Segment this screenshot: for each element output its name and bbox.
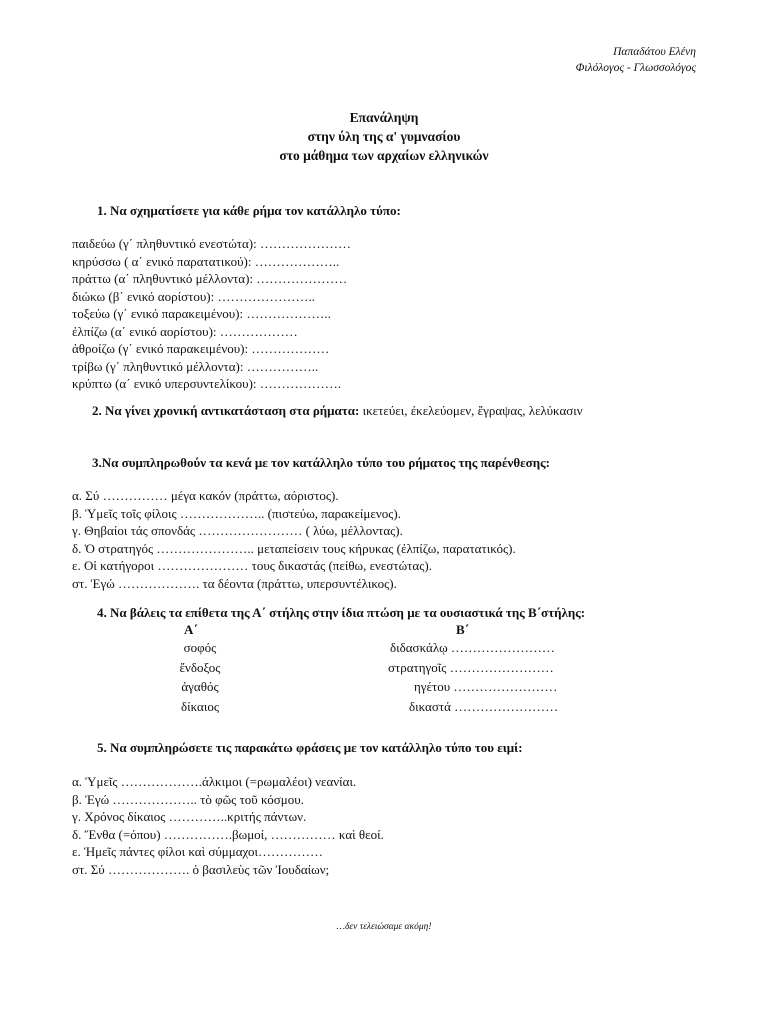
exercise-line: κρύπτω (α΄ ενικό υπερσυντελίκου): ……………….: [72, 376, 342, 391]
column-a-header: Α΄: [184, 622, 198, 637]
exercise-line: στ. Σύ ………………. ὁ βασιλεὺς τῶν Ἰουδαίων;: [72, 861, 330, 877]
exercise-line: γ. Θηβαίοι τάς σπονδάς …………………… ( λύω, μέλλοντας).: [72, 523, 403, 538]
section-3-exercise: [72, 487, 516, 592]
exercise-line: δ. Ἔνθα (=όπου) …………….βωμοί, …………… καὶ θεοί.: [72, 826, 384, 842]
column-b: [380, 638, 620, 716]
document-title: [0, 108, 768, 165]
section-4-heading: 4. Να βάλεις τα επίθετα της Α΄ στήλης στην ίδια πτώση με τα ουσιαστικά της Β΄στήλης:: [97, 605, 586, 620]
section-5-heading: 5. Να συμπληρώσετε τις παρακάτω φράσεις με τον κατάλληλο τύπο του ειμί:: [97, 740, 523, 755]
noun: ηγέτου ……………………: [414, 679, 558, 694]
exercise-line: α. Ὑμεῖς ……………….άλκιμοι (=ρωμαλέοι) νεανίαι.: [72, 774, 357, 789]
exercise-line: τρίβω (γ΄ πληθυντικό μέλλοντα): ……………..: [72, 358, 319, 374]
title-line: Επανάληψη: [349, 110, 419, 125]
exercise-line: α. Σύ …………… μέγα κακόν (πράττω, αόριστος).: [72, 488, 339, 503]
exercise-line: πράττω (α΄ πληθυντικό μέλλοντα): …………………: [72, 271, 348, 286]
section-2: [92, 403, 583, 419]
section-3-heading: 3.Να συμπληρωθούν τα κενά με τον κατάλληλο τύπο του ρήματος της παρένθεσης:: [92, 455, 550, 470]
title-line: στο μάθημα των αρχαίων ελληνικών: [279, 148, 489, 163]
noun: διδασκάλῳ ……………………: [390, 640, 555, 655]
noun: δικαστά ……………………: [409, 698, 559, 714]
exercise-line: διώκω (β΄ ενικό αορίστου): …………………..: [72, 288, 315, 304]
noun: στρατηγοῖς ……………………: [388, 659, 554, 675]
exercise-line: ἐλπίζω (α΄ ενικό αορίστου): ………………: [72, 323, 298, 339]
adjective: δίκαιος: [180, 698, 220, 714]
exercise-line: στ. Ἐγώ ………………. τα δέοντα (πράττω, υπερσυντέλικος).: [72, 575, 397, 591]
exercise-line: ε. Ἡμεῖς πάντες φίλοι καὶ σύμμαχοι……………: [72, 844, 324, 859]
exercise-line: ἀθροίζω (γ΄ ενικό παρακειμένου): ………………: [72, 341, 330, 356]
adjective: ἔνδοξος: [179, 659, 221, 675]
footer-note: …δεν τελειώσαμε ακόμη!: [336, 922, 432, 932]
exercise-line: β. Ὑμεῖς τοῖς φίλοις ……………….. (πιστεύω, παρακείμενος).: [72, 505, 401, 521]
exercise-line: γ. Χρόνος δίκαιος …………..κριτής πάντων.: [72, 809, 307, 824]
exercise-line: ε. Οἱ κατήγοροι ………………… τους δικαστάς (πείθω, ενεστώτας).: [72, 558, 432, 573]
section-5-exercise: [72, 773, 384, 878]
exercise-line: β. Ἐγώ ……………….. τὸ φῶς τοῦ κόσμου.: [72, 791, 304, 807]
exercise-line: τοξεύω (γ΄ ενικό παρακειμένου): ………………..: [72, 306, 331, 321]
author-name: Παπαδάτου Ελένη: [613, 46, 696, 58]
adjective: σοφός: [183, 640, 217, 655]
column-b-header: Β΄: [456, 622, 469, 637]
exercise-line: παιδεύω (γ΄ πληθυντικό ενεστώτα): …………………: [72, 236, 351, 251]
author-block: [576, 44, 696, 76]
exercise-line: κηρύσσω ( α΄ ενικό παρατατικού): ………………..: [72, 253, 340, 269]
author-role: Φιλόλογος - Γλωσσολόγος: [575, 62, 696, 74]
exercise-line: δ. Ὁ στρατηγός ………………….. μεταπείσειν τους κήρυκας (ἐλπίζω, παρατατικός).: [72, 540, 516, 556]
section-2-heading: 2. Να γίνει χρονική αντικατάσταση στα ρήματα:: [92, 403, 360, 418]
title-line: στην ύλη της α' γυμνασίου: [307, 129, 461, 144]
adjective: ἀγαθός: [181, 679, 219, 694]
section-2-verbs: ικετεύει, ἐκελεύομεν, ἔγραψας, λελύκασιν: [359, 403, 583, 418]
section-1-exercise: [72, 235, 351, 393]
column-a: [140, 638, 260, 716]
section-1-heading: 1. Να σχηματίσετε για κάθε ρήμα τον κατάλληλο τύπο:: [97, 203, 401, 218]
